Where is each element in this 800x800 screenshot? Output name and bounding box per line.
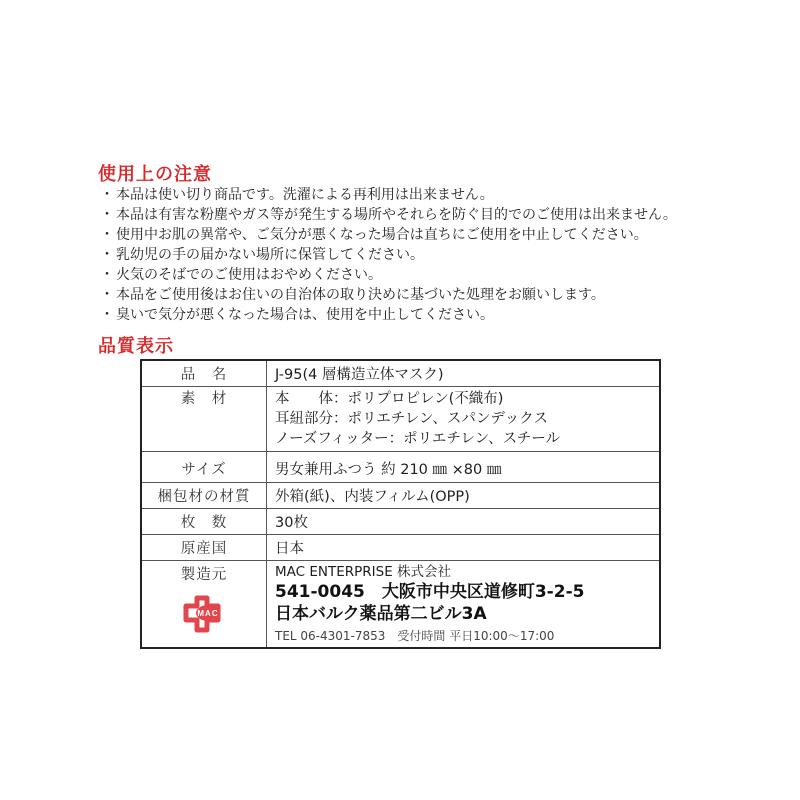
material-label: 素 材 <box>141 387 267 452</box>
caution-item: ・ 臭いで気分が悪くなった場合は、使用を中止してください。 <box>100 305 677 325</box>
material-line-body: 本 体：ポリプロピレン(不織布) <box>275 391 504 407</box>
manufacturer-label: 製造元 <box>180 567 228 583</box>
manufacturer-company: MAC ENTERPRISE 株式会社 <box>275 564 452 580</box>
table-row <box>141 561 660 649</box>
manufacturer-tel: TEL 06-4301-7853 受付時間 平日10:00～17:00 <box>275 629 555 643</box>
caution-item: ・ 本品は有害な粉塵やガス等が発生する場所やそれらを防ぐ目的でのご使用は出来ません。 <box>100 205 677 225</box>
table-row <box>141 535 660 561</box>
packaging-value: 外箱(紙)、内装フィルム(OPP) <box>267 483 661 509</box>
count-value: 30枚 <box>267 509 661 535</box>
caution-item: ・ 本品をご使用後はお住いの自治体の取り決めに基づいた処理をお願いします。 <box>100 285 677 305</box>
mac-logo-icon <box>178 592 230 636</box>
product-name-label: 品 名 <box>141 360 267 387</box>
quality-spec-table <box>140 359 661 649</box>
table-row <box>141 387 660 452</box>
material-line-nose-fitter: ノーズフィッター：ポリエチレン、スチール <box>275 431 560 447</box>
mac-logo-text: MAC <box>197 609 219 618</box>
table-row <box>141 509 660 535</box>
manufacturer-label-cell <box>141 561 267 649</box>
caution-list <box>100 185 677 325</box>
caution-item: ・ 乳幼児の手の届かない場所に保管してください。 <box>100 245 677 265</box>
size-label: サイズ <box>141 452 267 483</box>
packaging-label: 梱包材の材質 <box>141 483 267 509</box>
count-label: 枚 数 <box>141 509 267 535</box>
quality-heading: 品質表示 <box>98 336 174 357</box>
caution-item: ・ 火気のそばでのご使用はおやめください。 <box>100 265 677 285</box>
size-value: 男女兼用ふつう 約 210 ㎜ ×80 ㎜ <box>267 452 661 483</box>
product-name-value: J-95(4 層構造立体マスク) <box>267 360 661 387</box>
caution-item: ・ 使用中お肌の異常や、ご気分が悪くなった場合は直ちにご使用を中止してください。 <box>100 225 677 245</box>
material-line-ear-loop: 耳紐部分：ポリエチレン、スパンデックス <box>275 411 548 427</box>
table-row <box>141 360 660 387</box>
manufacturer-address-line2: 日本バルク薬品第二ビル3A <box>275 604 487 624</box>
manufacturer-value <box>267 561 661 649</box>
manufacturer-address-line1: 541-0045 大阪市中央区道修町3-2-5 <box>275 582 585 602</box>
caution-heading: 使用上の注意 <box>98 164 212 185</box>
caution-item: ・ 本品は使い切り商品です。洗濯による再利用は出来ません。 <box>100 185 677 205</box>
origin-value: 日本 <box>267 535 661 561</box>
origin-label: 原産国 <box>141 535 267 561</box>
material-value <box>267 387 661 452</box>
table-row <box>141 452 660 483</box>
table-row <box>141 483 660 509</box>
